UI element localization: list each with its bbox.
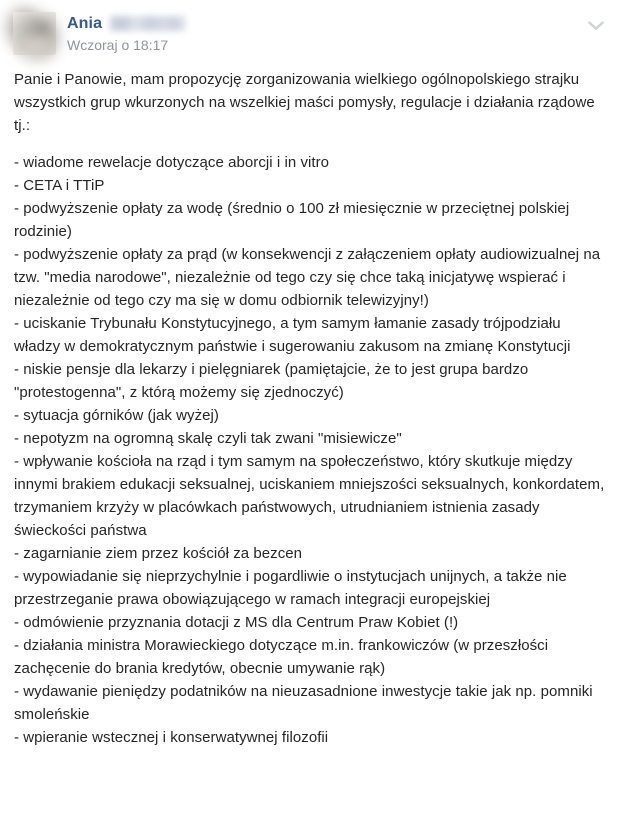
list-item: - niskie pensje dla lekarzy i pielęgniarek (pamiętajcie, że to jest grupa bardzo "protestogenna", z którą możemy się zjednoczyć) [14, 361, 529, 401]
post-body [0, 58, 622, 746]
post-timestamp[interactable]: Wczoraj o 18:17 [67, 37, 169, 53]
list-item: - wiadome rewelacje dotyczące aborcji i in vitro [14, 154, 330, 171]
list-item-clipped: - wpieranie wstecznej i konserwatywnej filozofii [14, 729, 329, 746]
list-item: - CETA i TTiP [14, 177, 105, 194]
author-surname-redacted [110, 16, 186, 31]
author-name-link[interactable]: Ania [67, 14, 103, 32]
avatar[interactable] [13, 12, 56, 55]
post-intro-paragraph: Panie i Panowie, mam propozycję zorganizowania wielkiego ogólnopolskiego strajku wszystkich grup wkurzonych na wszelkiej maści pomysły, regulacje i działania rządowe tj.: [14, 71, 595, 134]
list-item: - wydawanie pieniędzy podatników na nieuzasadnione inwestycje takie jak np. pomniki smoleńskie [14, 683, 593, 723]
post-demand-list [14, 151, 606, 746]
list-item: - nepotyzm na ogromną skalę czyli tak zwani "misiewicze" [14, 430, 402, 447]
list-item: - wpływanie kościoła na rząd i tym samym na społeczeństwo, który skutkuje między innymi brakiem edukacji seksualnej, uciskaniem mniejszości seksualnych, konkordatem, trzymaniem krzyży w placówkach państwowych, utrudnianiem istnienia zasady świeckości państwa [14, 453, 605, 539]
chevron-down-icon [588, 21, 604, 31]
list-item: - wypowiadanie się nieprzychylnie i pogardliwie o instytucjach unijnych, a także nie przestrzeganie prawa obowiązującego w ramach integracji europejskiej [14, 568, 567, 608]
post-header-text [67, 11, 186, 54]
list-item: - podwyższenie opłaty za wodę (średnio o 100 zł miesięcznie w przeciętnej polskiej rodzinie) [14, 200, 570, 240]
avatar-sheen [13, 12, 56, 55]
post-menu-button[interactable] [584, 16, 608, 36]
list-item: - sytuacja górników (jak wyżej) [14, 407, 219, 424]
list-item: - podwyższenie opłaty za prąd (w konsekwencji z załączeniem opłaty audiowizualnej na tzw. "media narodowe", niezależnie od tego czy się chce taką inicjatywę wspierać i niezależnie od tego czy ma się w domu odbiornik telewizyjny!) [14, 246, 601, 309]
list-item: - uciskanie Trybunału Konstytucyjnego, a tym samym łamanie zasady trójpodziału władzy w demokratycznym państwie i sugerowaniu zakusom na zmianę Konstytucji [14, 315, 571, 355]
list-item: - odmówienie przyznania dotacji z MS dla Centrum Praw Kobiet (!) [14, 614, 459, 631]
author-line [67, 13, 186, 33]
post-header [0, 0, 622, 58]
list-item: - zagarnianie ziem przez kościół za bezcen [14, 545, 303, 562]
list-item: - działania ministra Morawieckiego dotyczące m.in. frankowiczów (w przeszłości zachęcenie do brania kredytów, obecnie umywanie rąk) [14, 637, 549, 677]
